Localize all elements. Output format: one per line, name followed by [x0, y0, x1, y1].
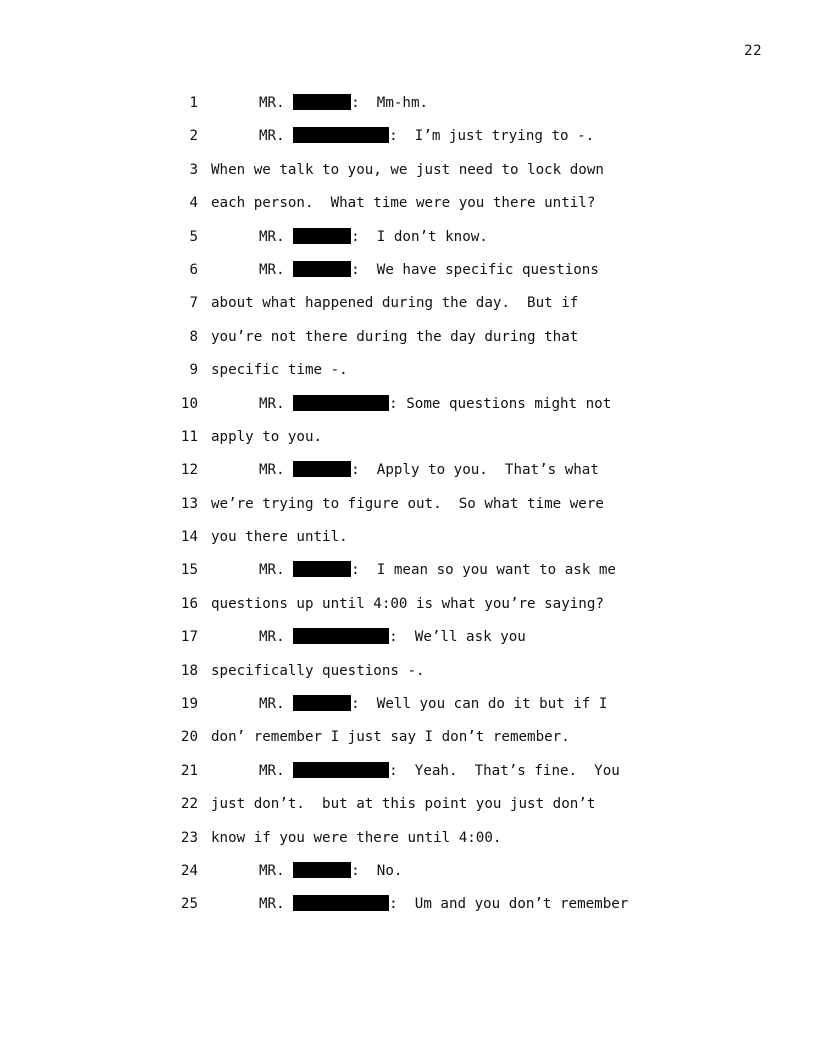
transcript-line — [0, 626, 816, 659]
line-number: 19 — [180, 696, 198, 713]
speaker-line — [259, 760, 620, 782]
transcript-line — [0, 827, 816, 860]
spoken-text: : We’ll ask you — [389, 629, 526, 646]
transcript-line — [0, 559, 816, 592]
line-number: 3 — [189, 161, 198, 178]
speaker-line — [259, 893, 628, 915]
continuation-text: questions up until 4:00 is what you’re saying? — [211, 595, 604, 612]
speaker-line — [259, 226, 488, 248]
line-number: 4 — [189, 195, 198, 212]
spoken-text: : Apply to you. That’s what — [351, 462, 599, 479]
continuation-text: When we talk to you, we just need to lock down — [211, 161, 604, 178]
continuation-text: don’ remember I just say I don’t remember. — [211, 729, 570, 746]
continuation-text: know if you were there until 4:00. — [211, 829, 502, 846]
speaker-line — [259, 259, 599, 281]
spoken-text: : I mean so you want to ask me — [351, 562, 616, 579]
speaker-title: MR. — [259, 762, 285, 779]
transcript-line — [0, 426, 816, 459]
transcript-line — [0, 326, 816, 359]
speaker-line — [259, 626, 526, 648]
line-number: 15 — [180, 562, 198, 579]
transcript-line — [0, 92, 816, 125]
transcript-line — [0, 726, 816, 759]
line-number: 12 — [180, 462, 198, 479]
transcript-line — [0, 893, 816, 926]
line-number: 16 — [180, 595, 198, 612]
continuation-text: we’re trying to figure out. So what time were — [211, 495, 604, 512]
speaker-title: MR. — [259, 128, 285, 145]
spoken-text: : I don’t know. — [351, 228, 488, 245]
transcript-line — [0, 660, 816, 693]
redaction-block — [293, 461, 351, 477]
line-number: 25 — [180, 896, 198, 913]
transcript-line — [0, 125, 816, 158]
speaker-line — [259, 125, 594, 147]
continuation-text: specific time -. — [211, 362, 348, 379]
redaction-block — [293, 395, 389, 411]
transcript-line — [0, 292, 816, 325]
speaker-title: MR. — [259, 696, 285, 713]
speaker-title: MR. — [259, 562, 285, 579]
spoken-text: : Well you can do it but if I — [351, 696, 608, 713]
speaker-title: MR. — [259, 862, 285, 879]
line-number: 7 — [189, 295, 198, 312]
speaker-title: MR. — [259, 395, 285, 412]
continuation-text: apply to you. — [211, 428, 323, 445]
line-number: 11 — [180, 428, 198, 445]
transcript-line — [0, 459, 816, 492]
continuation-text: each person. What time were you there until? — [211, 195, 596, 212]
speaker-line — [259, 393, 611, 415]
transcript-line — [0, 192, 816, 225]
speaker-line — [259, 459, 599, 481]
line-number: 9 — [189, 362, 198, 379]
transcript-line — [0, 259, 816, 292]
page-number: 22 — [744, 43, 762, 59]
redaction-block — [293, 127, 389, 143]
spoken-text: : Some questions might not — [389, 395, 612, 412]
redaction-block — [293, 261, 351, 277]
line-number: 1 — [189, 95, 198, 111]
line-number: 20 — [180, 729, 198, 746]
redaction-block — [293, 895, 389, 911]
transcript-line — [0, 860, 816, 893]
transcript-line — [0, 493, 816, 526]
spoken-text: : Um and you don’t remember — [389, 896, 629, 913]
redaction-block — [293, 94, 351, 110]
continuation-text: you’re not there during the day during that — [211, 328, 579, 345]
speaker-title: MR. — [259, 261, 285, 278]
line-number: 2 — [189, 128, 198, 145]
line-number: 10 — [180, 395, 198, 412]
line-number: 14 — [180, 529, 198, 546]
speaker-title: MR. — [259, 95, 285, 111]
transcript-body — [0, 92, 816, 927]
spoken-text: : We have specific questions — [351, 261, 599, 278]
line-number: 21 — [180, 762, 198, 779]
spoken-text: : No. — [351, 862, 403, 879]
redaction-block — [293, 762, 389, 778]
spoken-text: : Mm-hm. — [351, 95, 429, 111]
continuation-text: about what happened during the day. But if — [211, 295, 579, 312]
speaker-title: MR. — [259, 629, 285, 646]
speaker-line — [259, 693, 607, 715]
transcript-line — [0, 526, 816, 559]
speaker-title: MR. — [259, 228, 285, 245]
redaction-block — [293, 862, 351, 878]
continuation-text: just don’t. but at this point you just don’t — [211, 796, 596, 813]
redaction-block — [293, 228, 351, 244]
transcript-line — [0, 393, 816, 426]
continuation-text: you there until. — [211, 529, 348, 546]
transcript-line — [0, 760, 816, 793]
transcript-line — [0, 793, 816, 826]
line-number: 5 — [189, 228, 198, 245]
redaction-block — [293, 695, 351, 711]
speaker-line — [259, 559, 616, 581]
spoken-text: : I’m just trying to -. — [389, 128, 595, 145]
transcript-line — [0, 159, 816, 192]
spoken-text: : Yeah. That’s fine. You — [389, 762, 620, 779]
line-number: 22 — [180, 796, 198, 813]
transcript-line — [0, 593, 816, 626]
speaker-title: MR. — [259, 896, 285, 913]
line-number: 23 — [180, 829, 198, 846]
transcript-line — [0, 359, 816, 392]
speaker-title: MR. — [259, 462, 285, 479]
line-number: 13 — [180, 495, 198, 512]
redaction-block — [293, 628, 389, 644]
speaker-line — [259, 92, 428, 114]
speaker-line — [259, 860, 402, 882]
transcript-line — [0, 226, 816, 259]
line-number: 17 — [180, 629, 198, 646]
line-number: 6 — [189, 261, 198, 278]
redaction-block — [293, 561, 351, 577]
line-number: 24 — [180, 862, 198, 879]
line-number: 8 — [189, 328, 198, 345]
line-number: 18 — [180, 662, 198, 679]
continuation-text: specifically questions -. — [211, 662, 425, 679]
transcript-line — [0, 693, 816, 726]
